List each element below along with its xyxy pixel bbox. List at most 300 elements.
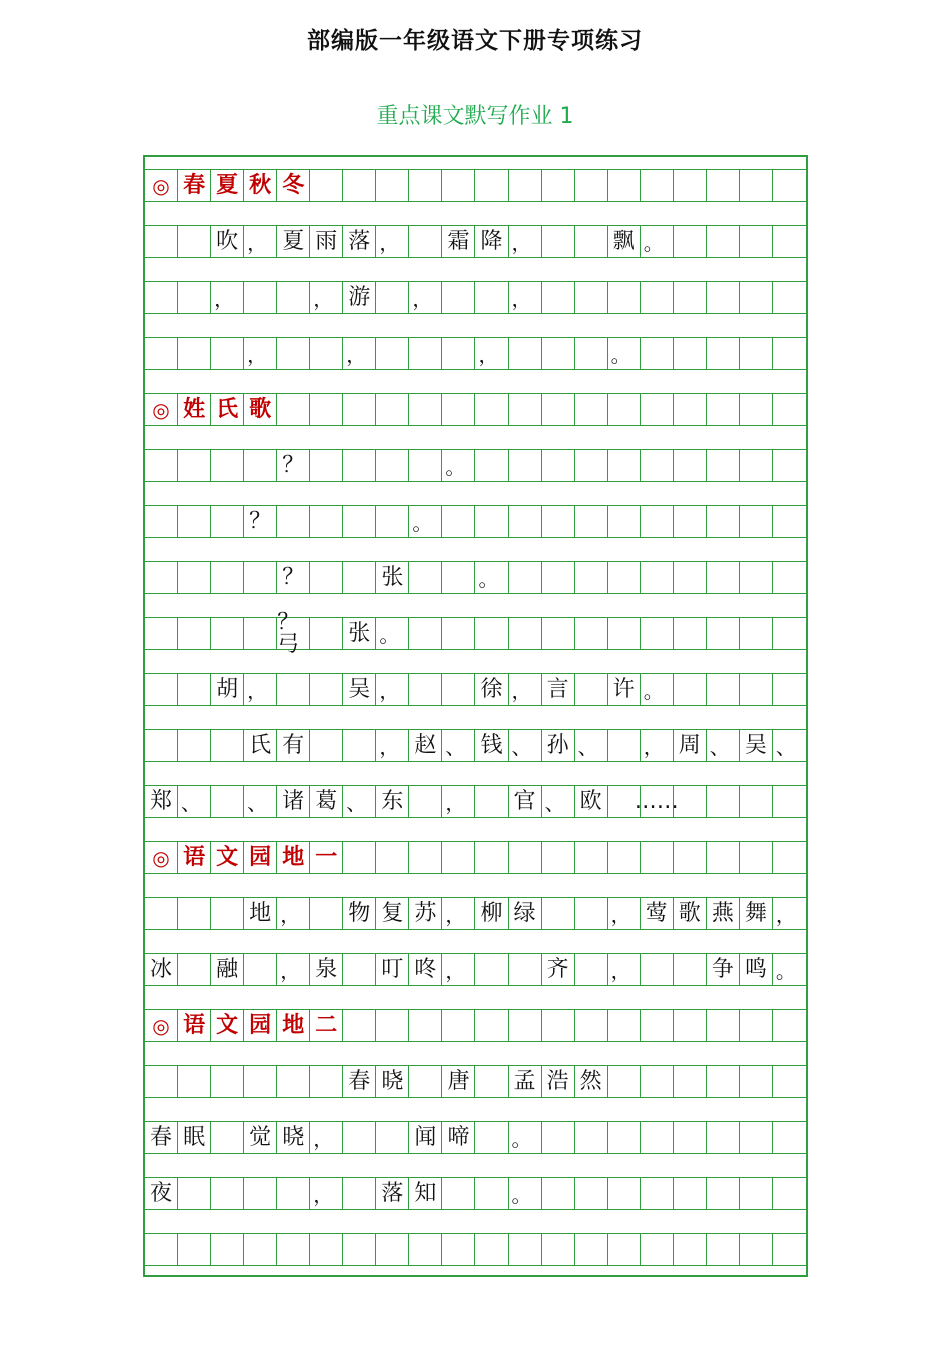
punctuation: ，: [445, 903, 466, 927]
grid-cell: [641, 1178, 674, 1209]
grid-cell: ？: [277, 450, 310, 481]
punctuation: ，: [511, 287, 532, 311]
grid-cell: 霜: [442, 226, 475, 257]
punctuation: 、: [181, 791, 202, 815]
grid-cell: [475, 1066, 508, 1097]
punctuation: 、: [544, 791, 565, 815]
grid-cell: [575, 954, 608, 985]
punctuation: ，: [445, 791, 466, 815]
grid-cell: [740, 786, 773, 817]
writing-row: [145, 1233, 806, 1266]
grid-cell: [244, 674, 277, 705]
grid-cell: 地: [244, 898, 277, 929]
grid-cell: [442, 338, 475, 369]
grid-cell: 啼: [442, 1122, 475, 1153]
grid-cell: [641, 170, 674, 201]
grid-cell: [608, 338, 641, 369]
grid-cell: [310, 170, 343, 201]
grid-cell: 一: [310, 842, 343, 873]
grid-cell: [343, 562, 376, 593]
grid-cell: 张: [343, 618, 376, 649]
grid-cell: [145, 898, 178, 929]
grid-cell: [343, 1122, 376, 1153]
grid-cell: [409, 786, 442, 817]
grid-cell: [575, 674, 608, 705]
grid-cell: 钱: [475, 730, 508, 761]
grid-cell: [575, 898, 608, 929]
grid-cell: [575, 506, 608, 537]
grid-cell: [773, 170, 806, 201]
punctuation: 。: [610, 343, 631, 367]
writing-row: [145, 609, 806, 657]
grid-cell: 春: [343, 1066, 376, 1097]
grid-cell: [409, 674, 442, 705]
grid-cell: [211, 1234, 244, 1265]
grid-cell: [773, 1122, 806, 1153]
grid-cell: [145, 506, 178, 537]
grid-cell: [409, 842, 442, 873]
section-heading-row: [145, 169, 806, 202]
grid-cell: [707, 338, 740, 369]
grid-cell: [773, 506, 806, 537]
grid-cell: [773, 674, 806, 705]
grid-cell: [409, 170, 442, 201]
grid-cell: [674, 394, 707, 425]
grid-cell: [343, 1010, 376, 1041]
grid-cell: [475, 338, 508, 369]
grid-cell: [773, 394, 806, 425]
grid-cell: [343, 954, 376, 985]
writing-row: [145, 281, 806, 314]
grid-cell: [178, 506, 211, 537]
grid-cell: [211, 506, 244, 537]
grid-cell: [244, 954, 277, 985]
punctuation: ，: [610, 903, 631, 927]
grid-cell: [211, 1122, 244, 1153]
grid-cell: 孟: [509, 1066, 542, 1097]
grid-cell: 莺: [641, 898, 674, 929]
writing-row: [145, 897, 806, 930]
grid-cell: [608, 1010, 641, 1041]
section-heading-row: [145, 393, 806, 426]
grid-cell: 齐: [542, 954, 575, 985]
grid-cell: [509, 954, 542, 985]
grid-cell: [376, 226, 409, 257]
grid-cell: 园: [244, 1010, 277, 1041]
bullet-mark-icon: ◎: [145, 170, 178, 201]
grid-cell: [343, 1234, 376, 1265]
grid-cell: [509, 730, 542, 761]
punctuation: ，: [313, 287, 334, 311]
grid-cell: [310, 1066, 343, 1097]
grid-cell: [773, 842, 806, 873]
grid-cell: [641, 226, 674, 257]
grid-cell: [343, 730, 376, 761]
grid-cell: [277, 506, 310, 537]
grid-cell: [343, 170, 376, 201]
grid-cell: [244, 618, 277, 649]
grid-cell: [178, 1178, 211, 1209]
grid-cell: [277, 394, 310, 425]
grid-cell: [773, 282, 806, 313]
grid-cell: 唐: [442, 1066, 475, 1097]
grid-cell: [707, 618, 740, 649]
grid-cell: 官: [509, 786, 542, 817]
grid-cell: 欧: [575, 786, 608, 817]
grid-cell: 闻: [409, 1122, 442, 1153]
grid-cell: [674, 1234, 707, 1265]
grid-cell: [740, 1122, 773, 1153]
punctuation: 。: [445, 455, 466, 479]
grid-cell: [178, 282, 211, 313]
grid-cell: [674, 1010, 707, 1041]
grid-cell: [740, 282, 773, 313]
writing-row: [145, 729, 806, 762]
writing-grid: [143, 155, 808, 1277]
grid-cell: [740, 506, 773, 537]
punctuation: 、: [577, 735, 598, 759]
grid-cell: 语: [178, 842, 211, 873]
grid-cell: [641, 1234, 674, 1265]
grid-cell: [674, 562, 707, 593]
grid-cell: [707, 562, 740, 593]
grid-cell: [145, 226, 178, 257]
grid-cell: 知: [409, 1178, 442, 1209]
grid-cell: [409, 562, 442, 593]
grid-cell: [277, 1178, 310, 1209]
grid-cell: [641, 954, 674, 985]
grid-cell: [674, 170, 707, 201]
grid-cell: [442, 282, 475, 313]
grid-cell: [575, 842, 608, 873]
grid-cell: [442, 170, 475, 201]
grid-cell: 地: [277, 1010, 310, 1041]
grid-cell: [211, 1066, 244, 1097]
grid-cell: [608, 394, 641, 425]
grid-cell: 夏: [277, 226, 310, 257]
grid-cell: [244, 562, 277, 593]
grid-cell: [575, 450, 608, 481]
grid-cell: 葛: [310, 786, 343, 817]
grid-cell: [575, 394, 608, 425]
grid-cell: [773, 954, 806, 985]
grid-cell: [542, 1010, 575, 1041]
writing-row: [145, 505, 806, 538]
grid-cell: [575, 170, 608, 201]
grid-cell: [575, 1234, 608, 1265]
grid-cell: [442, 1010, 475, 1041]
punctuation: 、: [247, 791, 268, 815]
grid-cell: [707, 842, 740, 873]
punctuation: 。: [643, 679, 664, 703]
punctuation: ，: [511, 231, 532, 255]
grid-cell: 苏: [409, 898, 442, 929]
bullet-mark-icon: ◎: [145, 1010, 178, 1041]
punctuation: 。: [511, 1183, 532, 1207]
grid-cell: [277, 674, 310, 705]
grid-cell: [707, 1178, 740, 1209]
worksheet-subtitle: 重点课文默写作业 1: [376, 104, 574, 129]
grid-cell: 咚: [409, 954, 442, 985]
grid-cell: [509, 1234, 542, 1265]
grid-cell: 有: [277, 730, 310, 761]
grid-cell: [674, 1066, 707, 1097]
grid-cell: [310, 562, 343, 593]
grid-cell: [145, 338, 178, 369]
grid-cell: [376, 1122, 409, 1153]
grid-cell: [376, 170, 409, 201]
grid-cell: [773, 1234, 806, 1265]
grid-cell: [475, 1122, 508, 1153]
grid-cell: [608, 1066, 641, 1097]
grid-cell: [674, 1178, 707, 1209]
punctuation: 、: [511, 735, 532, 759]
grid-cell: [608, 282, 641, 313]
grid-cell: [178, 562, 211, 593]
grid-cell: [343, 506, 376, 537]
grid-cell: [575, 618, 608, 649]
grid-cell: 争: [707, 954, 740, 985]
grid-cell: [244, 1066, 277, 1097]
grid-cell: [575, 1178, 608, 1209]
grid-cell: 地: [277, 842, 310, 873]
grid-cell: [608, 170, 641, 201]
grid-cell: [674, 282, 707, 313]
grid-cell: [376, 394, 409, 425]
writing-row: [145, 225, 806, 258]
punctuation: ，: [610, 959, 631, 983]
grid-cell: [376, 506, 409, 537]
grid-cell: [244, 226, 277, 257]
grid-cell: [641, 674, 674, 705]
grid-cell: 氏: [211, 394, 244, 425]
grid-cell: [277, 338, 310, 369]
grid-cell: [409, 1010, 442, 1041]
grid-cell: [674, 506, 707, 537]
grid-cell: [409, 1066, 442, 1097]
grid-cell: 然: [575, 1066, 608, 1097]
grid-cell: 秋: [244, 170, 277, 201]
grid-cell: [707, 1066, 740, 1097]
grid-cell: [145, 450, 178, 481]
grid-cell: [244, 1178, 277, 1209]
grid-cell: [674, 226, 707, 257]
writing-row: [145, 673, 806, 706]
grid-cell: [475, 1010, 508, 1041]
grid-cell: [674, 954, 707, 985]
grid-cell: [575, 1010, 608, 1041]
grid-cell: 落: [376, 1178, 409, 1209]
grid-cell: 冬: [277, 170, 310, 201]
grid-cell: [475, 618, 508, 649]
grid-cell: [773, 1010, 806, 1041]
grid-cell: [442, 618, 475, 649]
grid-cell: [211, 1178, 244, 1209]
grid-cell: [542, 842, 575, 873]
grid-cell: ？弓: [277, 618, 310, 649]
grid-cell: [409, 1234, 442, 1265]
punctuation: ，: [247, 679, 268, 703]
grid-cell: [211, 562, 244, 593]
grid-cell: [509, 562, 542, 593]
grid-cell: [740, 618, 773, 649]
grid-cell: 降: [475, 226, 508, 257]
grid-cell: 游: [343, 282, 376, 313]
grid-cell: [442, 1234, 475, 1265]
grid-cell: [542, 786, 575, 817]
grid-cell: [475, 842, 508, 873]
grid-cell: [475, 954, 508, 985]
grid-cell: [509, 674, 542, 705]
grid-cell: [707, 506, 740, 537]
grid-cell: [542, 226, 575, 257]
grid-cell: [641, 730, 674, 761]
grid-cell: [707, 450, 740, 481]
grid-cell: [707, 730, 740, 761]
grid-cell: [542, 450, 575, 481]
grid-cell: [773, 450, 806, 481]
punctuation: 、: [775, 735, 796, 759]
grid-cell: 晓: [277, 1122, 310, 1153]
grid-cell: [641, 282, 674, 313]
grid-cell: 诸: [277, 786, 310, 817]
grid-cell: [442, 730, 475, 761]
grid-cell: 歌: [244, 394, 277, 425]
grid-cell: [442, 562, 475, 593]
grid-cell: [409, 394, 442, 425]
grid-cell: [277, 954, 310, 985]
section-heading-row: [145, 1009, 806, 1042]
grid-cell: [310, 1234, 343, 1265]
grid-cell: [707, 394, 740, 425]
grid-cell: [442, 898, 475, 929]
grid-cell: [707, 1010, 740, 1041]
punctuation: ，: [775, 903, 796, 927]
grid-cell: 姓: [178, 394, 211, 425]
grid-cell: [707, 282, 740, 313]
grid-cell: 物: [343, 898, 376, 929]
grid-cell: 晓: [376, 1066, 409, 1097]
punctuation: 。: [511, 1127, 532, 1151]
grid-cell: [343, 450, 376, 481]
grid-cell: [641, 1122, 674, 1153]
grid-cell: [475, 506, 508, 537]
grid-cell: [707, 170, 740, 201]
grid-cell: [409, 506, 442, 537]
grid-cell: 舞: [740, 898, 773, 929]
grid-cell: [707, 1122, 740, 1153]
section-heading-row: [145, 841, 806, 874]
punctuation: ，: [379, 679, 400, 703]
grid-cell: [310, 338, 343, 369]
grid-cell: [178, 674, 211, 705]
punctuation: 、: [709, 735, 730, 759]
writing-row: [145, 1065, 806, 1098]
grid-cell: [145, 618, 178, 649]
grid-cell: [707, 1234, 740, 1265]
grid-cell: [211, 786, 244, 817]
grid-cell: [343, 338, 376, 369]
grid-cell: [740, 1234, 773, 1265]
grid-cell: [674, 842, 707, 873]
grid-cell: [145, 674, 178, 705]
grid-cell: [178, 1234, 211, 1265]
grid-cell: [211, 450, 244, 481]
grid-cell: [773, 618, 806, 649]
grid-cell: [244, 786, 277, 817]
punctuation: ，: [478, 343, 499, 367]
grid-cell: [409, 282, 442, 313]
punctuation: ，: [280, 959, 301, 983]
grid-cell: 浩: [542, 1066, 575, 1097]
grid-cell: [442, 954, 475, 985]
grid-cell: [674, 618, 707, 649]
grid-cell: [343, 842, 376, 873]
grid-cell: [178, 730, 211, 761]
grid-cell: [674, 338, 707, 369]
punctuation: ，: [445, 959, 466, 983]
grid-cell: [608, 562, 641, 593]
grid-cell: 东: [376, 786, 409, 817]
grid-cell: [277, 282, 310, 313]
punctuation: 。: [478, 567, 499, 591]
grid-cell: [641, 450, 674, 481]
grid-cell: [740, 674, 773, 705]
grid-cell: [542, 1122, 575, 1153]
grid-cell: 文: [211, 842, 244, 873]
grid-cell: [310, 450, 343, 481]
grid-cell: 觉: [244, 1122, 277, 1153]
grid-cell: ？: [244, 506, 277, 537]
grid-cell: [542, 562, 575, 593]
grid-cell: [641, 618, 674, 649]
grid-cell: [773, 1066, 806, 1097]
grid-cell: [442, 506, 475, 537]
punctuation: 、: [445, 735, 466, 759]
punctuation: ，: [214, 287, 235, 311]
grid-cell: [475, 394, 508, 425]
grid-cell: 落: [343, 226, 376, 257]
grid-cell: [641, 394, 674, 425]
grid-cell: 冰: [145, 954, 178, 985]
grid-cell: [442, 394, 475, 425]
grid-cell: [707, 674, 740, 705]
grid-cell: [773, 338, 806, 369]
grid-cell: [575, 730, 608, 761]
grid-cell: 文: [211, 1010, 244, 1041]
grid-cell: [740, 450, 773, 481]
grid-cell: [211, 282, 244, 313]
punctuation: ，: [412, 287, 433, 311]
grid-cell: [608, 1234, 641, 1265]
grid-cell: [145, 1234, 178, 1265]
grid-cell: 园: [244, 842, 277, 873]
grid-cell: 吴: [343, 674, 376, 705]
grid-cell: 绿: [509, 898, 542, 929]
grid-cell: ……: [641, 786, 674, 817]
grid-cell: [442, 450, 475, 481]
grid-cell: 春: [178, 170, 211, 201]
grid-cell: [674, 674, 707, 705]
grid-cell: [542, 1178, 575, 1209]
grid-cell: 泉: [310, 954, 343, 985]
grid-cell: [608, 898, 641, 929]
grid-cell: [773, 730, 806, 761]
grid-cell: [376, 730, 409, 761]
punctuation: ，: [313, 1127, 334, 1151]
writing-row: [145, 953, 806, 986]
grid-cell: [740, 562, 773, 593]
